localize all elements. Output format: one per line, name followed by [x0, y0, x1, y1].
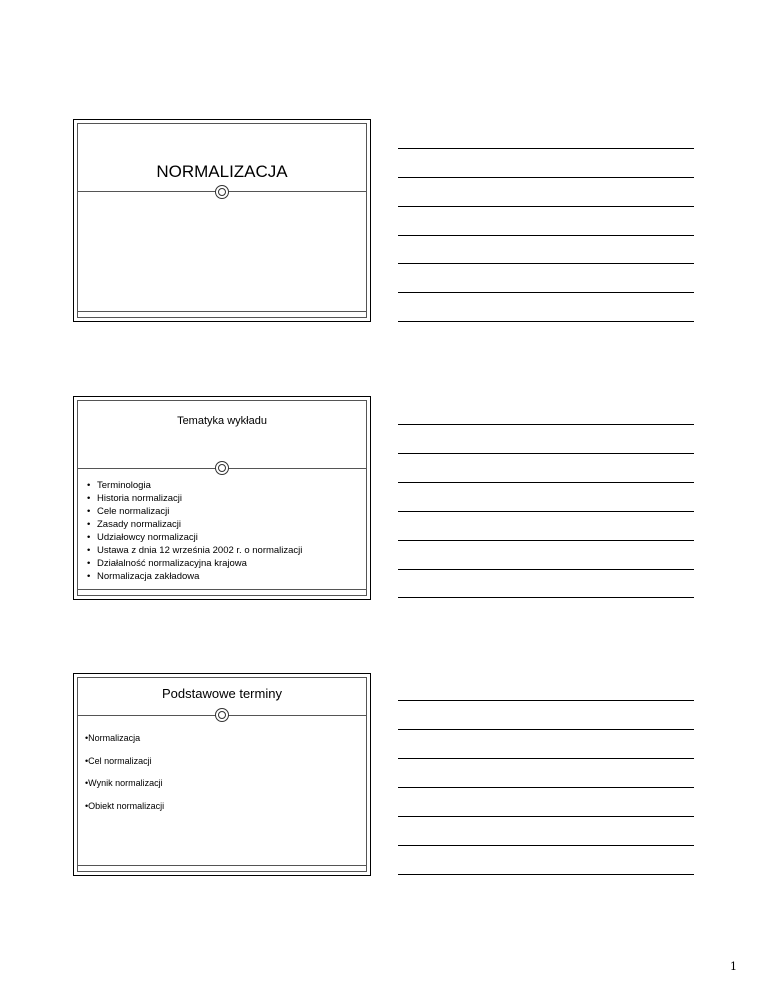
note-line [398, 263, 694, 264]
topic-list [87, 479, 302, 583]
note-line [398, 758, 694, 759]
slide-title: NORMALIZACJA [156, 162, 288, 181]
note-line [398, 292, 694, 293]
slide-title: Podstawowe terminy [162, 686, 282, 701]
slide-2 [73, 396, 371, 600]
list-item: • Terminologia [87, 479, 302, 492]
slide-frame [77, 123, 367, 318]
slide-1 [73, 119, 371, 322]
list-item: • Normalizacja zakładowa [87, 570, 302, 583]
slide-title: Tematyka wykładu [177, 415, 267, 427]
footer-line [77, 311, 367, 312]
list-item: • Ustawa z dnia 12 września 2002 r. o normalizacji [87, 544, 302, 557]
note-line [398, 482, 694, 483]
list-item: • Historia normalizacji [87, 492, 302, 505]
note-line [398, 453, 694, 454]
footer-line [77, 589, 367, 590]
note-line [398, 845, 694, 846]
note-line [398, 148, 694, 149]
divider-circle-icon [215, 708, 229, 722]
footer-line [77, 865, 367, 866]
list-item: • Cele normalizacji [87, 505, 302, 518]
list-item: • Udziałowcy normalizacji [87, 531, 302, 544]
note-line [398, 206, 694, 207]
slide-3 [73, 673, 371, 876]
note-line [398, 540, 694, 541]
note-line [398, 569, 694, 570]
list-item: •Cel normalizacji [85, 755, 152, 766]
list-item: •Normalizacja [85, 733, 141, 743]
note-line [398, 597, 694, 598]
note-line [398, 729, 694, 730]
note-line [398, 235, 694, 236]
note-line [398, 787, 694, 788]
note-line [398, 321, 694, 322]
page-number: 1 [730, 960, 737, 973]
note-line [398, 424, 694, 425]
list-item: • Działalność normalizacyjna krajowa [87, 557, 302, 570]
terms-list [85, 733, 164, 823]
list-item: • Zasady normalizacji [87, 518, 302, 531]
note-line [398, 874, 694, 875]
note-line [398, 511, 694, 512]
divider-circle-icon [215, 461, 229, 475]
note-line [398, 816, 694, 817]
divider-circle-icon [215, 185, 229, 199]
note-line [398, 177, 694, 178]
note-line [398, 700, 694, 701]
list-item: •Obiekt normalizacji [85, 800, 165, 811]
list-item: •Wynik normalizacji [85, 778, 163, 788]
